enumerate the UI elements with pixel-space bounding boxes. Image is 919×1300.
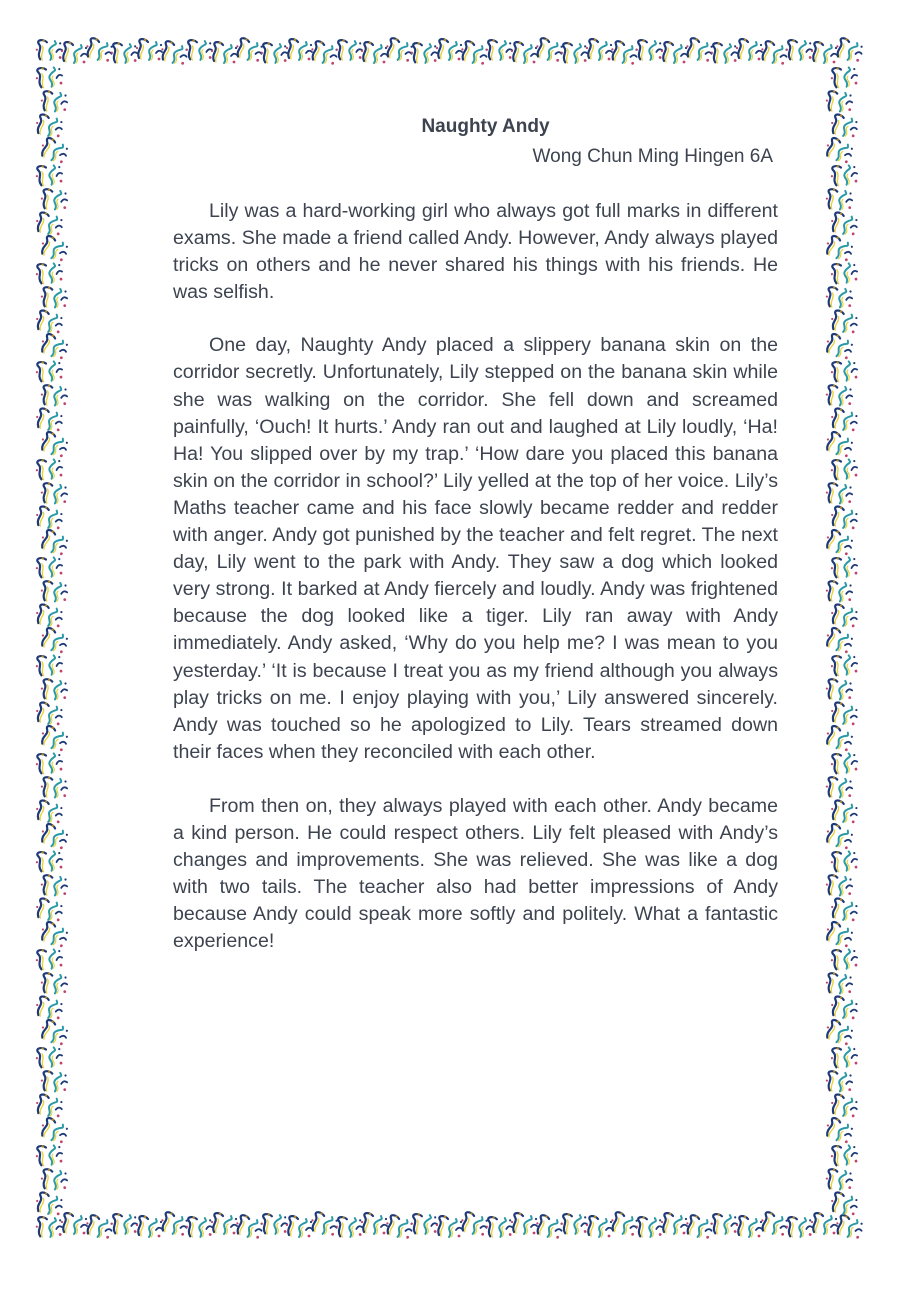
streamer-confetti-icon	[828, 161, 859, 189]
essay-title: Naughty Andy	[421, 116, 550, 137]
streamer-confetti-icon	[39, 332, 70, 360]
streamer-confetti-icon	[35, 408, 63, 432]
streamer-confetti-icon	[828, 553, 859, 581]
streamer-confetti-icon	[160, 40, 189, 65]
streamer-confetti-icon	[825, 1167, 853, 1191]
streamer-confetti-icon	[535, 37, 564, 62]
streamer-confetti-icon	[259, 1211, 288, 1236]
streamer-confetti-icon	[828, 63, 859, 91]
border-top-strip	[34, 37, 863, 65]
streamer-confetti-icon	[736, 1216, 762, 1238]
streamer-confetti-icon	[825, 677, 853, 701]
streamer-confetti-icon	[33, 455, 64, 483]
streamer-confetti-icon	[830, 800, 858, 824]
streamer-confetti-icon	[830, 408, 858, 432]
streamer-confetti-icon	[33, 1043, 64, 1071]
streamer-confetti-icon	[661, 42, 687, 64]
streamer-confetti-icon	[310, 1211, 339, 1236]
streamer-confetti-icon	[39, 430, 70, 458]
streamer-confetti-icon	[824, 1116, 855, 1144]
streamer-confetti-icon	[361, 42, 387, 64]
streamer-confetti-icon	[33, 161, 64, 189]
streamer-confetti-icon	[828, 749, 859, 777]
streamer-confetti-icon	[136, 1216, 162, 1238]
streamer-confetti-icon	[40, 481, 68, 505]
streamer-confetti-icon	[35, 996, 63, 1020]
streamer-confetti-icon	[39, 136, 70, 164]
streamer-confetti-icon	[40, 971, 68, 995]
streamer-confetti-icon	[33, 63, 64, 91]
streamer-confetti-icon	[34, 1214, 63, 1239]
streamer-confetti-icon	[610, 1211, 639, 1236]
streamer-confetti-icon	[828, 455, 859, 483]
streamer-confetti-icon	[709, 1211, 738, 1236]
streamer-confetti-icon	[40, 285, 68, 309]
streamer-confetti-icon	[211, 1213, 237, 1235]
streamer-confetti-icon	[586, 1216, 612, 1238]
streamer-confetti-icon	[39, 822, 70, 850]
streamer-confetti-icon	[61, 1213, 87, 1235]
streamer-confetti-icon	[824, 1018, 855, 1046]
streamer-confetti-icon	[825, 383, 853, 407]
streamer-confetti-icon	[40, 775, 68, 799]
streamer-confetti-icon	[33, 1141, 64, 1169]
streamer-confetti-icon	[760, 1211, 789, 1236]
streamer-confetti-icon	[685, 37, 714, 62]
essay-paragraph-1: Lily was a hard-working girl who always got full marks in different exams. She made a friend called Andy. However, Andy always played tricks on others and he never shared his things with his friends. He was selfish.	[173, 200, 778, 304]
streamer-confetti-icon	[511, 1213, 537, 1235]
streamer-confetti-icon	[828, 1043, 859, 1071]
streamer-confetti-icon	[385, 1214, 414, 1239]
streamer-confetti-icon	[39, 626, 70, 654]
streamer-confetti-icon	[39, 1018, 70, 1046]
streamer-confetti-icon	[484, 37, 513, 62]
streamer-confetti-icon	[40, 1069, 68, 1093]
streamer-confetti-icon	[835, 37, 864, 62]
streamer-confetti-icon	[385, 37, 414, 62]
streamer-confetti-icon	[160, 1211, 189, 1236]
border-left-strip	[33, 63, 69, 1216]
streamer-confetti-icon	[709, 40, 738, 65]
streamer-confetti-icon	[511, 42, 537, 64]
streamer-confetti-icon	[825, 89, 853, 113]
streamer-confetti-icon	[824, 822, 855, 850]
streamer-confetti-icon	[830, 310, 858, 334]
streamer-confetti-icon	[361, 1213, 387, 1235]
streamer-confetti-icon	[736, 39, 762, 61]
streamer-confetti-icon	[35, 800, 63, 824]
streamer-confetti-icon	[784, 1214, 813, 1239]
streamer-confetti-icon	[830, 898, 858, 922]
streamer-confetti-icon	[40, 677, 68, 701]
streamer-confetti-icon	[828, 847, 859, 875]
streamer-confetti-icon	[33, 847, 64, 875]
streamer-confetti-icon	[39, 528, 70, 556]
streamer-confetti-icon	[828, 651, 859, 679]
streamer-confetti-icon	[835, 1214, 864, 1239]
streamer-confetti-icon	[784, 37, 813, 62]
streamer-confetti-icon	[830, 212, 858, 236]
streamer-confetti-icon	[85, 1214, 114, 1239]
streamer-confetti-icon	[334, 1214, 363, 1239]
streamer-confetti-icon	[828, 1141, 859, 1169]
essay-paragraph-3: From then on, they always played with each other. Andy became a kind person. He could respect others. Lily felt pleased with Andy’s changes and improvements. She was relieved. She was like a dog with two tails. The teacher also had better impressions of Andy because Andy could speak more softly and politely. What a fantastic experience!	[173, 794, 778, 953]
streamer-confetti-icon	[824, 430, 855, 458]
streamer-confetti-icon	[35, 114, 63, 138]
streamer-confetti-icon	[460, 40, 489, 65]
streamer-confetti-icon	[235, 37, 264, 62]
streamer-confetti-icon	[828, 945, 859, 973]
streamer-confetti-icon	[828, 259, 859, 287]
streamer-confetti-icon	[286, 39, 312, 61]
streamer-confetti-icon	[828, 357, 859, 385]
streamer-confetti-icon	[436, 39, 462, 61]
streamer-confetti-icon	[33, 553, 64, 581]
streamer-confetti-icon	[35, 1192, 63, 1216]
streamer-confetti-icon	[286, 1216, 312, 1238]
streamer-confetti-icon	[33, 259, 64, 287]
streamer-confetti-icon	[39, 920, 70, 948]
streamer-confetti-icon	[634, 1214, 663, 1239]
streamer-confetti-icon	[824, 234, 855, 262]
streamer-confetti-icon	[35, 310, 63, 334]
essay-author: Wong Chun Ming Hingen 6A	[532, 146, 773, 167]
streamer-confetti-icon	[825, 579, 853, 603]
streamer-confetti-icon	[760, 40, 789, 65]
streamer-confetti-icon	[460, 1211, 489, 1236]
streamer-confetti-icon	[35, 702, 63, 726]
streamer-confetti-icon	[35, 506, 63, 530]
streamer-confetti-icon	[559, 40, 588, 65]
streamer-confetti-icon	[40, 579, 68, 603]
streamer-confetti-icon	[825, 187, 853, 211]
streamer-confetti-icon	[40, 89, 68, 113]
streamer-confetti-icon	[824, 724, 855, 752]
streamer-confetti-icon	[85, 37, 114, 62]
streamer-confetti-icon	[661, 1213, 687, 1235]
streamer-confetti-icon	[811, 1213, 837, 1235]
streamer-confetti-icon	[334, 37, 363, 62]
essay-content	[173, 112, 778, 955]
streamer-confetti-icon	[830, 1192, 858, 1216]
streamer-confetti-icon	[184, 37, 213, 62]
streamer-confetti-icon	[409, 40, 438, 65]
streamer-confetti-icon	[824, 626, 855, 654]
streamer-confetti-icon	[825, 873, 853, 897]
streamer-confetti-icon	[33, 749, 64, 777]
streamer-confetti-icon	[830, 1094, 858, 1118]
streamer-confetti-icon	[830, 114, 858, 138]
streamer-confetti-icon	[535, 1214, 564, 1239]
streamer-confetti-icon	[211, 42, 237, 64]
streamer-confetti-icon	[109, 40, 138, 65]
streamer-confetti-icon	[824, 528, 855, 556]
streamer-confetti-icon	[610, 40, 639, 65]
streamer-confetti-icon	[830, 702, 858, 726]
streamer-confetti-icon	[39, 1116, 70, 1144]
streamer-confetti-icon	[409, 1211, 438, 1236]
streamer-confetti-icon	[235, 1214, 264, 1239]
streamer-confetti-icon	[825, 285, 853, 309]
streamer-confetti-icon	[33, 357, 64, 385]
streamer-confetti-icon	[436, 1216, 462, 1238]
streamer-confetti-icon	[184, 1214, 213, 1239]
streamer-confetti-icon	[40, 1167, 68, 1191]
streamer-confetti-icon	[634, 37, 663, 62]
streamer-confetti-icon	[559, 1211, 588, 1236]
streamer-confetti-icon	[586, 39, 612, 61]
streamer-confetti-icon	[824, 332, 855, 360]
streamer-confetti-icon	[811, 42, 837, 64]
streamer-confetti-icon	[39, 234, 70, 262]
streamer-confetti-icon	[825, 1069, 853, 1093]
streamer-confetti-icon	[39, 724, 70, 752]
streamer-confetti-icon	[34, 37, 63, 62]
streamer-confetti-icon	[825, 971, 853, 995]
streamer-confetti-icon	[830, 506, 858, 530]
streamer-confetti-icon	[259, 40, 288, 65]
streamer-confetti-icon	[40, 187, 68, 211]
streamer-confetti-icon	[824, 920, 855, 948]
streamer-confetti-icon	[136, 39, 162, 61]
streamer-confetti-icon	[61, 42, 87, 64]
streamer-confetti-icon	[33, 945, 64, 973]
streamer-confetti-icon	[310, 40, 339, 65]
streamer-confetti-icon	[825, 775, 853, 799]
streamer-confetti-icon	[685, 1214, 714, 1239]
streamer-confetti-icon	[35, 604, 63, 628]
streamer-confetti-icon	[35, 898, 63, 922]
streamer-confetti-icon	[830, 996, 858, 1020]
streamer-confetti-icon	[33, 651, 64, 679]
streamer-confetti-icon	[825, 481, 853, 505]
streamer-confetti-icon	[830, 604, 858, 628]
border-right-strip	[824, 63, 860, 1216]
streamer-confetti-icon	[40, 383, 68, 407]
streamer-confetti-icon	[484, 1214, 513, 1239]
streamer-confetti-icon	[40, 873, 68, 897]
border-bottom-strip	[34, 1211, 863, 1239]
essay-paragraph-2: One day, Naughty Andy placed a slippery banana skin on the corridor secretly. Unfortunately, Lily stepped on the banana skin while she was walking on the corridor. She fell down and screamed painfully, ‘Ouch! It hurts.’ Andy ran out and laughed at Lily loudly, ‘Ha! Ha! You slipped over by my trap.’ ‘How dare you placed this banana skin on the corridor in school?’ Lily yelled at the top of her voice. Lily’s Maths teacher came and his face slowly became redder and redder with anger. Andy got punished by the teacher and felt regret. The next day, Lily went to the park with Andy. They saw a dog which looked very strong. It barked at Andy fiercely and loudly. Andy was frightened because the dog looked like a tiger. Lily ran away with Andy immediately. Andy asked, ‘Why do you help me? I was mean to you yesterday.’ ‘It is because I treat you as my friend although you always play tricks on me. I enjoy playing with you,’ Lily answered sincerely. Andy was touched so he apologized to Lily. Tears streamed down their faces when they reconciled with each other.	[173, 334, 778, 763]
streamer-confetti-icon	[35, 1094, 63, 1118]
streamer-confetti-icon	[824, 136, 855, 164]
streamer-confetti-icon	[35, 212, 63, 236]
streamer-confetti-icon	[109, 1211, 138, 1236]
